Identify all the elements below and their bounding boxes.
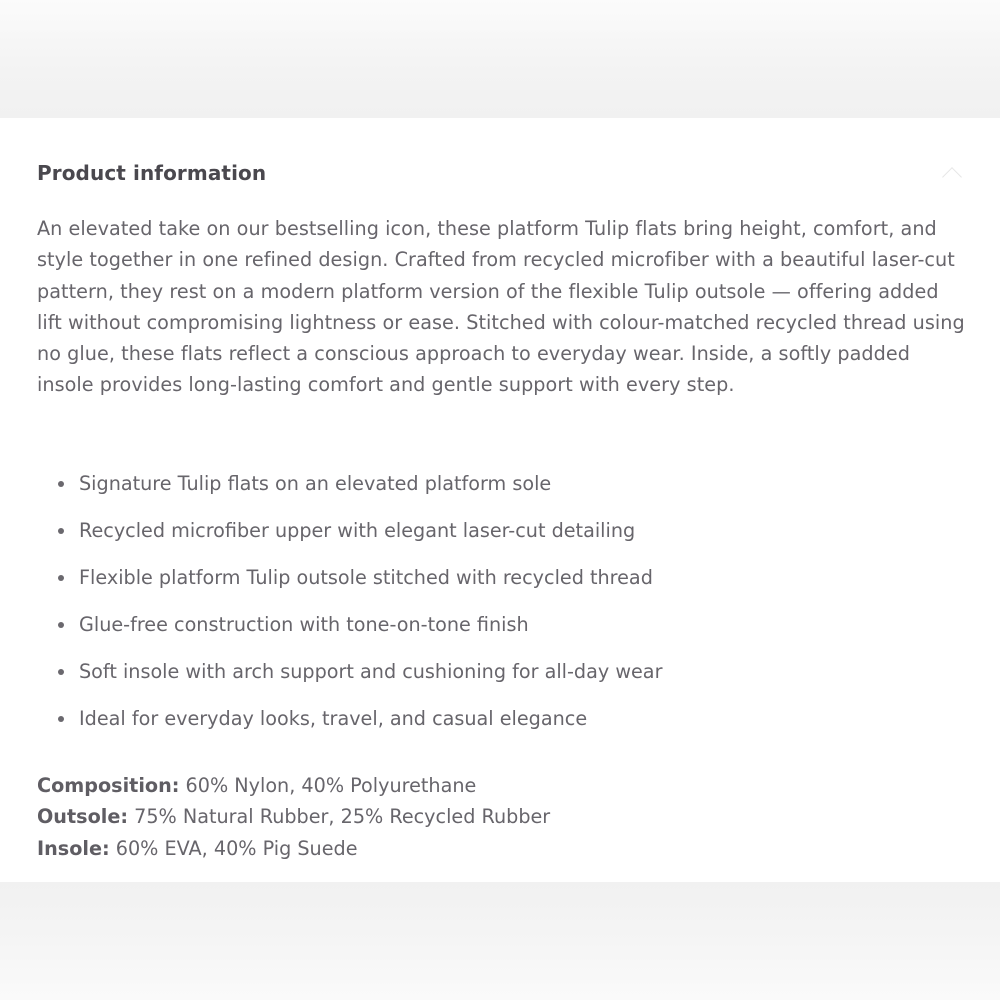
- feature-item: Ideal for everyday looks, travel, and casual elegance: [37, 703, 967, 750]
- feature-item: Signature Tulip flats on an elevated platform sole: [37, 468, 967, 515]
- accordion-title: Product information: [37, 161, 267, 185]
- spec-label: Composition:: [37, 774, 180, 797]
- spec-label: Insole:: [37, 836, 110, 860]
- top-background: [0, 0, 1000, 118]
- spec-insole: [37, 833, 967, 864]
- feature-item: Glue-free construction with tone-on-tone finish: [37, 609, 967, 656]
- bottom-background: [0, 882, 1000, 1000]
- spec-value: 60% EVA, 40% Pig Suede: [109, 836, 358, 860]
- feature-list: [37, 468, 967, 750]
- feature-item: Flexible platform Tulip outsole stitched with recycled thread: [37, 562, 967, 609]
- spec-composition: [37, 770, 967, 801]
- spec-label: Outsole:: [37, 805, 129, 829]
- material-specs: [37, 770, 967, 864]
- feature-item: Soft insole with arch support and cushioning for all-day wear: [37, 656, 967, 703]
- spec-value: 75% Natural Rubber, 25% Recycled Rubber: [128, 805, 551, 829]
- spec-value: 60% Nylon, 40% Polyurethane: [179, 774, 477, 797]
- chevron-up-icon[interactable]: [942, 167, 962, 187]
- spec-outsole: [37, 801, 967, 832]
- feature-item: Recycled microfiber upper with elegant laser-cut detailing: [37, 515, 967, 562]
- product-information-panel: [0, 118, 1000, 882]
- product-information-accordion-header[interactable]: [37, 156, 963, 190]
- product-description: An elevated take on our bestselling icon, these platform Tulip flats bring height, comfort, and style together in one refined design. Crafted from recycled microfiber with a beautiful laser-cut pattern, they rest on a modern platform version of the flexible Tulip outsole — offering added lift without compromising lightness or ease. Stitched with colour-matched recycled thread using no glue, these flats reflect a conscious approach to everyday wear. Inside, a softly padded insole provides long-lasting comfort and gentle support with every step.: [37, 217, 965, 397]
